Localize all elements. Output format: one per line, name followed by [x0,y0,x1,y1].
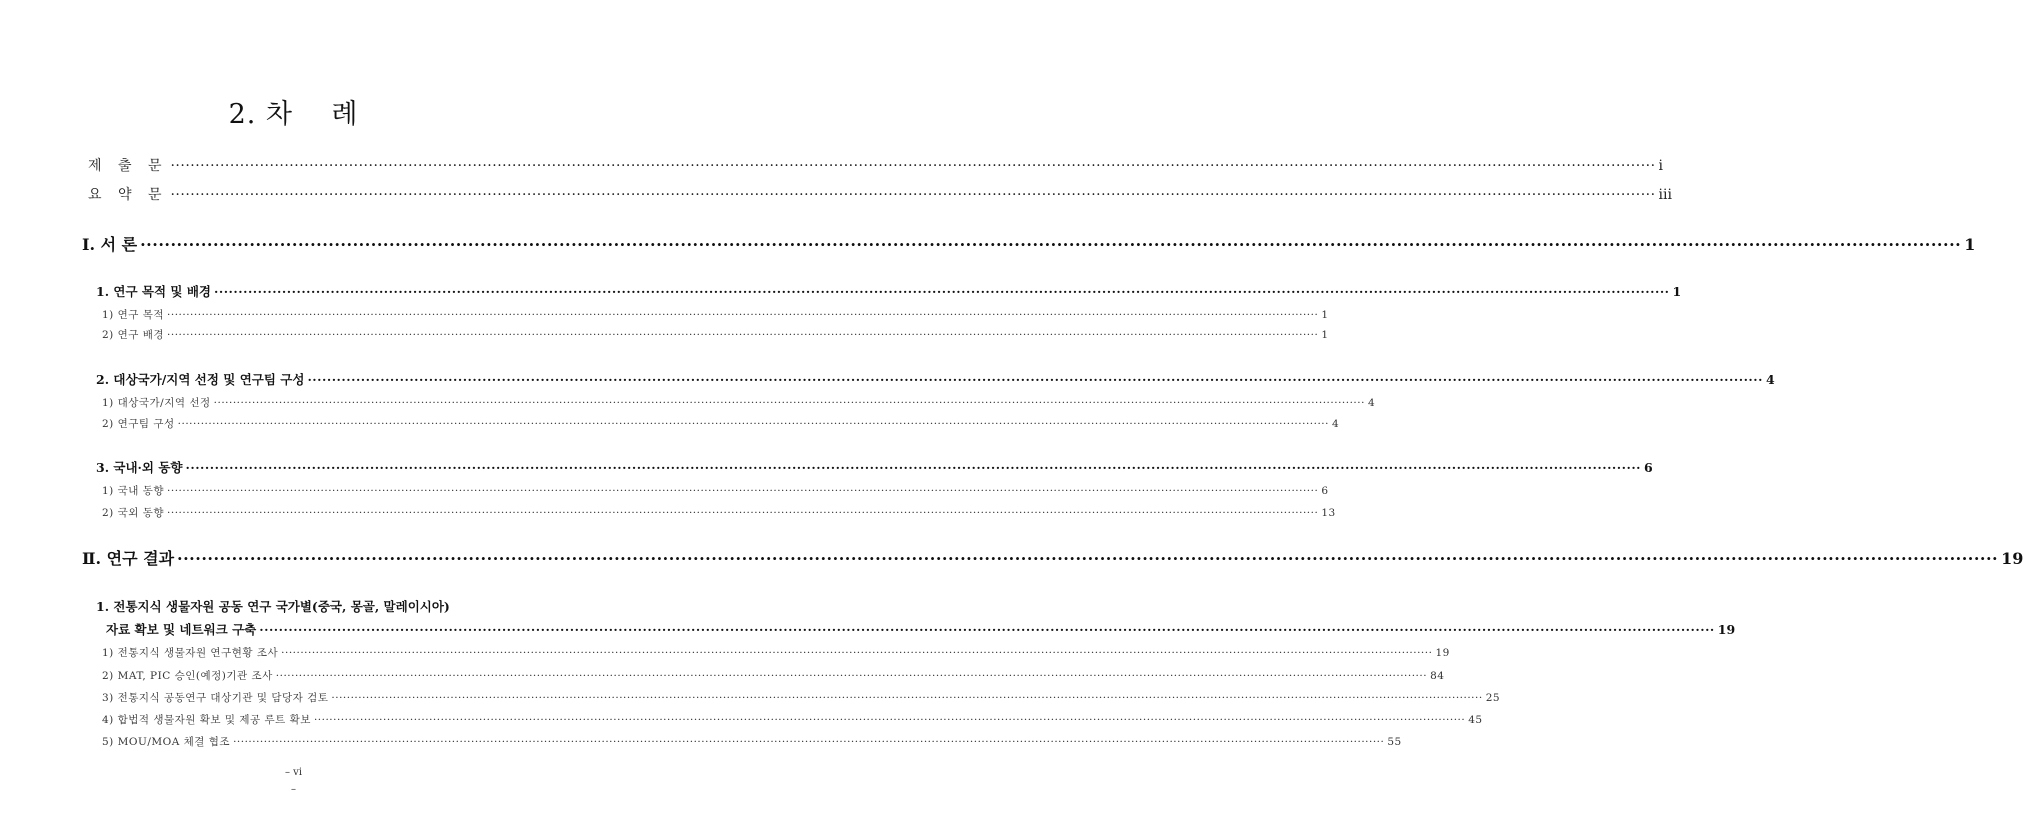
toc-title: 2. 차 례 [228,99,359,130]
footer-dash: – [291,784,296,795]
leader-dots: ············································································································································································································································································································ [213,397,1365,409]
toc-subsection-page: 6 [1321,485,1329,497]
toc-subsection[interactable] [102,307,1329,322]
leader-dots: ············································································································································································································································································································ [281,647,1433,659]
toc-subsection-page: 55 [1387,736,1402,748]
leader-dots: ············································································································································································································································································································ [170,187,1656,203]
toc-subsection[interactable] [102,712,1483,727]
toc-section-label: 3. 국내·외 동향 [96,460,183,475]
leader-dots: ············································································································································································································································································································ [167,507,1319,519]
leader-dots: ············································································································································································································································································································ [259,622,1715,637]
toc-part-page: 19 [2001,549,2023,568]
toc-entry-front[interactable] [88,184,1672,204]
toc-subsection-label: 2) 국외 동향 [102,507,165,519]
leader-dots: ············································································································································································································································································································ [307,372,1763,387]
toc-section[interactable] [106,620,1736,638]
toc-part-2[interactable] [82,546,2023,569]
leader-dots: ············································································································································································································································································································ [167,485,1319,497]
toc-section-label: 자료 확보 및 네트워크 구축 [106,622,257,637]
toc-subsection-label: 1) 대상국가/지역 선정 [102,397,211,409]
toc-part-1[interactable] [82,232,1976,255]
leader-dots: ············································································································································································································································································································ [167,309,1319,321]
toc-subsection-page: 13 [1321,507,1336,519]
toc-section-page: 1 [1672,284,1682,299]
toc-section-line1[interactable]: 1. 전통지식 생물자원 공동 연구 국가별(중국, 몽골, 말레이시아) [96,599,450,614]
toc-subsection[interactable] [102,483,1329,498]
toc-section[interactable] [96,458,1653,476]
toc-subsection-page: 45 [1468,714,1483,726]
toc-subsection[interactable] [102,668,1445,683]
toc-section-page: 4 [1765,372,1775,387]
toc-subsection[interactable] [102,327,1329,342]
toc-subsection-page: 19 [1435,647,1450,659]
toc-section[interactable] [96,282,1682,300]
toc-subsection[interactable] [102,734,1402,749]
toc-part-page: 1 [1964,235,1976,254]
toc-subsection[interactable] [102,645,1450,660]
toc-subsection-label: 2) MAT, PIC 승인(예정)기관 조사 [102,670,273,682]
toc-subsection-page: 4 [1367,397,1376,409]
toc-subsection-page: 4 [1331,418,1340,430]
toc-subsection-label: 1) 국내 동향 [102,485,165,497]
toc-section-page: 6 [1644,460,1653,475]
toc-part-label: Ⅱ. 연구 결과 [82,549,175,568]
toc-section-label: 1. 연구 목적 및 배경 [96,284,211,299]
leader-dots: ············································································································································································································································································································ [313,714,1466,726]
toc-subsection[interactable] [102,505,1336,520]
page-footer [0,764,587,798]
toc-subsection-page: 84 [1430,670,1445,682]
toc-entry-front[interactable] [88,155,1664,175]
toc-subsection-label: 3) 전통지식 공동연구 대상기관 및 담당자 검토 [102,692,329,704]
toc-subsection-label: 1) 전통지식 생물자원 연구현황 조사 [102,647,279,659]
toc-section[interactable] [96,370,1775,388]
toc-subsection-label: 1) 연구 목적 [102,309,165,321]
leader-dots: ············································································································································································································································································································ [213,284,1670,299]
leader-dots: ············································································································································································································································································································ [233,736,1385,748]
leader-dots: ············································································································································································································································································································ [177,549,1999,568]
toc-section-page: 19 [1717,622,1736,637]
toc-subsection-label: 5) MOU/MOA 체결 협조 [102,736,231,748]
leader-dots: ············································································································································································································································································································ [140,235,1962,254]
toc-subsection-page: 25 [1485,692,1501,704]
toc-part-label: Ⅰ. 서 론 [82,235,138,254]
toc-subsection-label: 2) 연구팀 구성 [102,418,175,430]
leader-dots: ············································································································································································································································································································ [170,158,1656,174]
toc-subsection-page: 1 [1321,329,1329,341]
leader-dots: ············································································································································································································································································································ [177,418,1329,430]
toc-subsection[interactable] [102,690,1501,705]
leader-dots: ············································································································································································································································································································ [275,670,1428,682]
toc-subsection[interactable] [102,416,1340,431]
page-number: – vi [284,767,303,778]
toc-subsection[interactable] [102,395,1376,410]
toc-subsection-label: 2) 연구 배경 [102,329,165,341]
leader-dots: ············································································································································································································································································································ [167,329,1319,341]
toc-section-label: 2. 대상국가/지역 선정 및 연구팀 구성 [96,372,305,387]
toc-entry-label: 요 약 문 [88,187,168,203]
leader-dots: ············································································································································································································································································································ [185,460,1642,475]
toc-entry-page: i [1658,158,1664,174]
toc-subsection-page: 1 [1321,309,1329,321]
leader-dots: ············································································································································································································································································································ [331,692,1483,704]
toc-subsection-label: 4) 합법적 생물자원 확보 및 제공 루트 확보 [102,714,311,726]
toc-entry-page: iii [1658,187,1672,203]
toc-entry-label: 제 출 문 [88,158,168,174]
